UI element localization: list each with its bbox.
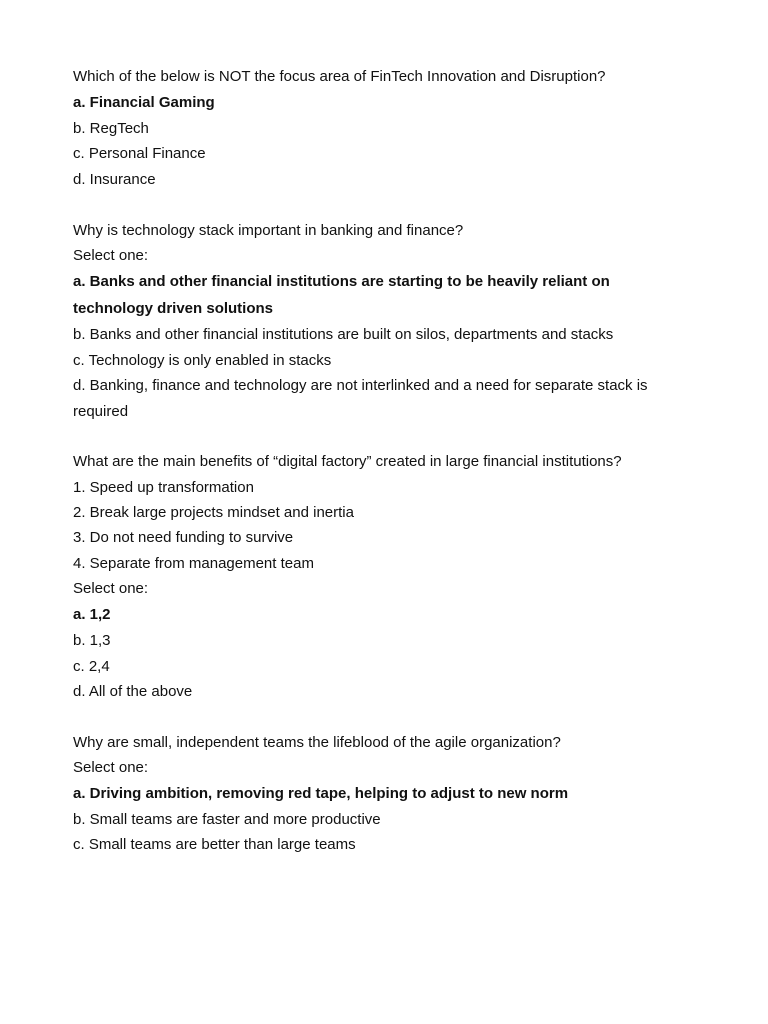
- question-4-option-a: a. Driving ambition, removing red tape, helping to adjust to new norm: [73, 785, 569, 802]
- question-3-option-c: c. 2,4: [73, 658, 110, 675]
- question-3-statement-1: 1. Speed up transformation: [73, 479, 254, 496]
- question-3-instruction: Select one:: [73, 580, 149, 597]
- question-2-option-c: c. Technology is only enabled in stacks: [73, 352, 332, 369]
- question-3-option-a: a. 1,2: [73, 606, 111, 623]
- question-3-statement-3: 3. Do not need funding to survive: [73, 529, 294, 546]
- question-3-prompt: What are the main benefits of “digital factory” created in large financial institutions?: [73, 453, 622, 470]
- question-4-option-b: b. Small teams are faster and more productive: [73, 811, 381, 828]
- question-4-option-c: c. Small teams are better than large teams: [73, 836, 356, 853]
- question-2-option-a-continued: technology driven solutions: [73, 300, 274, 317]
- question-2-option-d: d. Banking, finance and technology are not interlinked and a need for separate stack is: [73, 377, 648, 394]
- question-1-option-d: d. Insurance: [73, 171, 156, 188]
- question-4-instruction: Select one:: [73, 759, 149, 776]
- question-3-option-d: d. All of the above: [73, 683, 193, 700]
- question-2-option-a: a. Banks and other financial institutions are starting to be heavily reliant on: [73, 273, 610, 290]
- question-1-option-c: c. Personal Finance: [73, 145, 206, 162]
- question-3-statement-4: 4. Separate from management team: [73, 555, 314, 572]
- question-2-prompt: Why is technology stack important in banking and finance?: [73, 222, 464, 239]
- question-4-prompt: Why are small, independent teams the lifeblood of the agile organization?: [73, 734, 561, 751]
- question-1-prompt: Which of the below is NOT the focus area of FinTech Innovation and Disruption?: [73, 68, 606, 85]
- question-1-option-b: b. RegTech: [73, 120, 149, 137]
- question-3-statement-2: 2. Break large projects mindset and inertia: [73, 504, 354, 521]
- question-1-option-a: a. Financial Gaming: [73, 94, 215, 111]
- question-3-option-b: b. 1,3: [73, 632, 111, 649]
- question-2-option-d-continued: required: [73, 403, 129, 420]
- question-2-instruction: Select one:: [73, 247, 149, 264]
- question-2-option-b: b. Banks and other financial institutions are built on silos, departments and stacks: [73, 326, 614, 343]
